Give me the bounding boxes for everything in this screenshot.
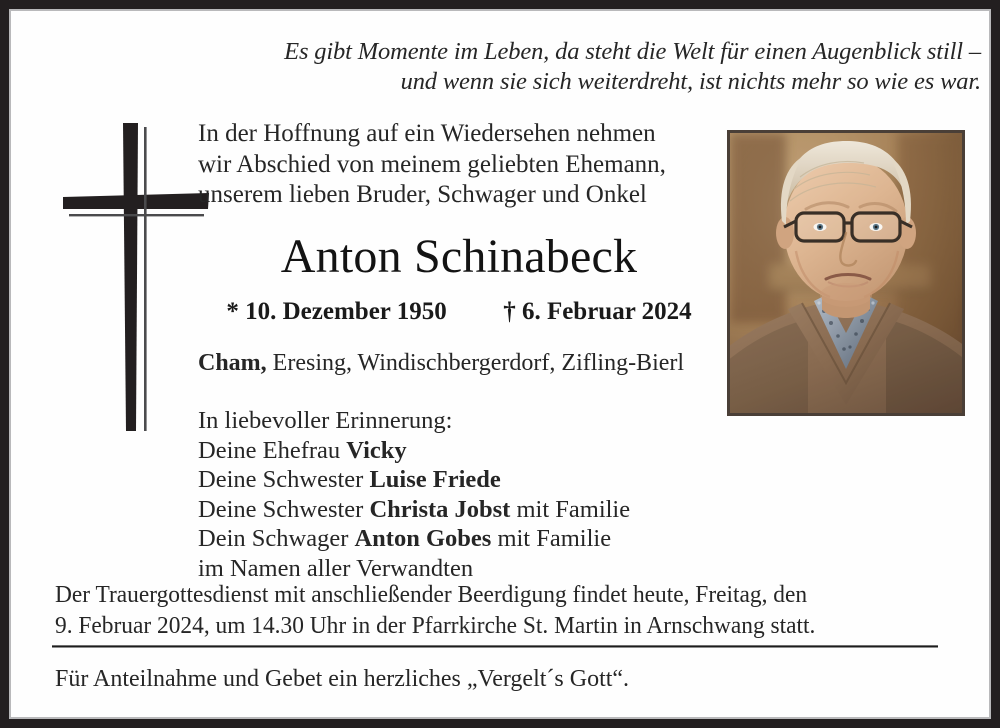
place-rest: Eresing, Windischbergerdorf, Zifling-Bierl (272, 350, 685, 376)
memory-line (198, 495, 718, 525)
death-symbol: † (503, 298, 516, 325)
horizontal-divider (52, 645, 938, 648)
relative-name: Anton Gobes (354, 525, 492, 552)
relation-label: Deine Schwester (198, 466, 370, 493)
memory-line (198, 465, 718, 495)
thanks-line: Für Anteilnahme und Gebet ein herzliches „Vergelt´s Gott“. (55, 666, 630, 692)
service-line-2: 9. Februar 2024, um 14.30 Uhr in der Pfarrkirche St. Martin in Arnschwang statt. (55, 613, 816, 639)
service-line-1: Der Trauergottesdienst mit anschließender Beerdigung findet heute, Freitag, den (55, 582, 808, 608)
motto-line-2: und wenn sie sich weiterdreht, ist nichts mehr so wie es war. (400, 68, 981, 95)
memory-line (198, 436, 718, 466)
intro-line-2: wir Abschied von meinem geliebten Ehemann, (198, 150, 666, 178)
memory-line (198, 524, 718, 554)
birth-death-dates (198, 297, 720, 327)
place-primary: Cham, (198, 350, 267, 376)
motto-line-1: Es gibt Momente im Leben, da steht die Welt für einen Augenblick still – (284, 38, 981, 65)
relation-label: im Namen aller Verwandten (198, 554, 474, 582)
death-date: 6. Februar 2024 (521, 298, 692, 325)
relation-label: Dein Schwager (198, 525, 355, 552)
birth-date: 10. Dezember 1950 (245, 298, 447, 325)
relative-name: Luise Friede (369, 466, 501, 493)
memory-block (198, 406, 718, 583)
memory-heading: In liebevoller Erinnerung: (198, 407, 453, 434)
relation-label: Deine Ehefrau (198, 436, 347, 464)
intro-line-3: unserem lieben Bruder, Schwager und Onkel (198, 181, 647, 208)
motto-epigraph (191, 37, 981, 97)
relation-suffix: mit Familie (510, 495, 631, 523)
birth-symbol: * (226, 298, 239, 325)
relative-name: Vicky (346, 436, 407, 464)
funeral-service-info (55, 580, 933, 642)
portrait-photo (727, 130, 965, 416)
places-line (198, 348, 738, 378)
relation-suffix: mit Familie (491, 525, 612, 552)
memory-line (198, 554, 718, 584)
portrait-photo-image (730, 133, 962, 413)
relative-name: Christa Jobst (369, 495, 511, 523)
intro-line-1: In der Hoffnung auf ein Wiedersehen nehmen (198, 120, 656, 147)
notice-sheet (11, 11, 989, 717)
intro-text (198, 119, 718, 211)
deceased-name: Anton Schinabeck (280, 230, 638, 283)
christian-cross-icon (57, 119, 217, 439)
relation-label: Deine Schwester (198, 495, 370, 523)
